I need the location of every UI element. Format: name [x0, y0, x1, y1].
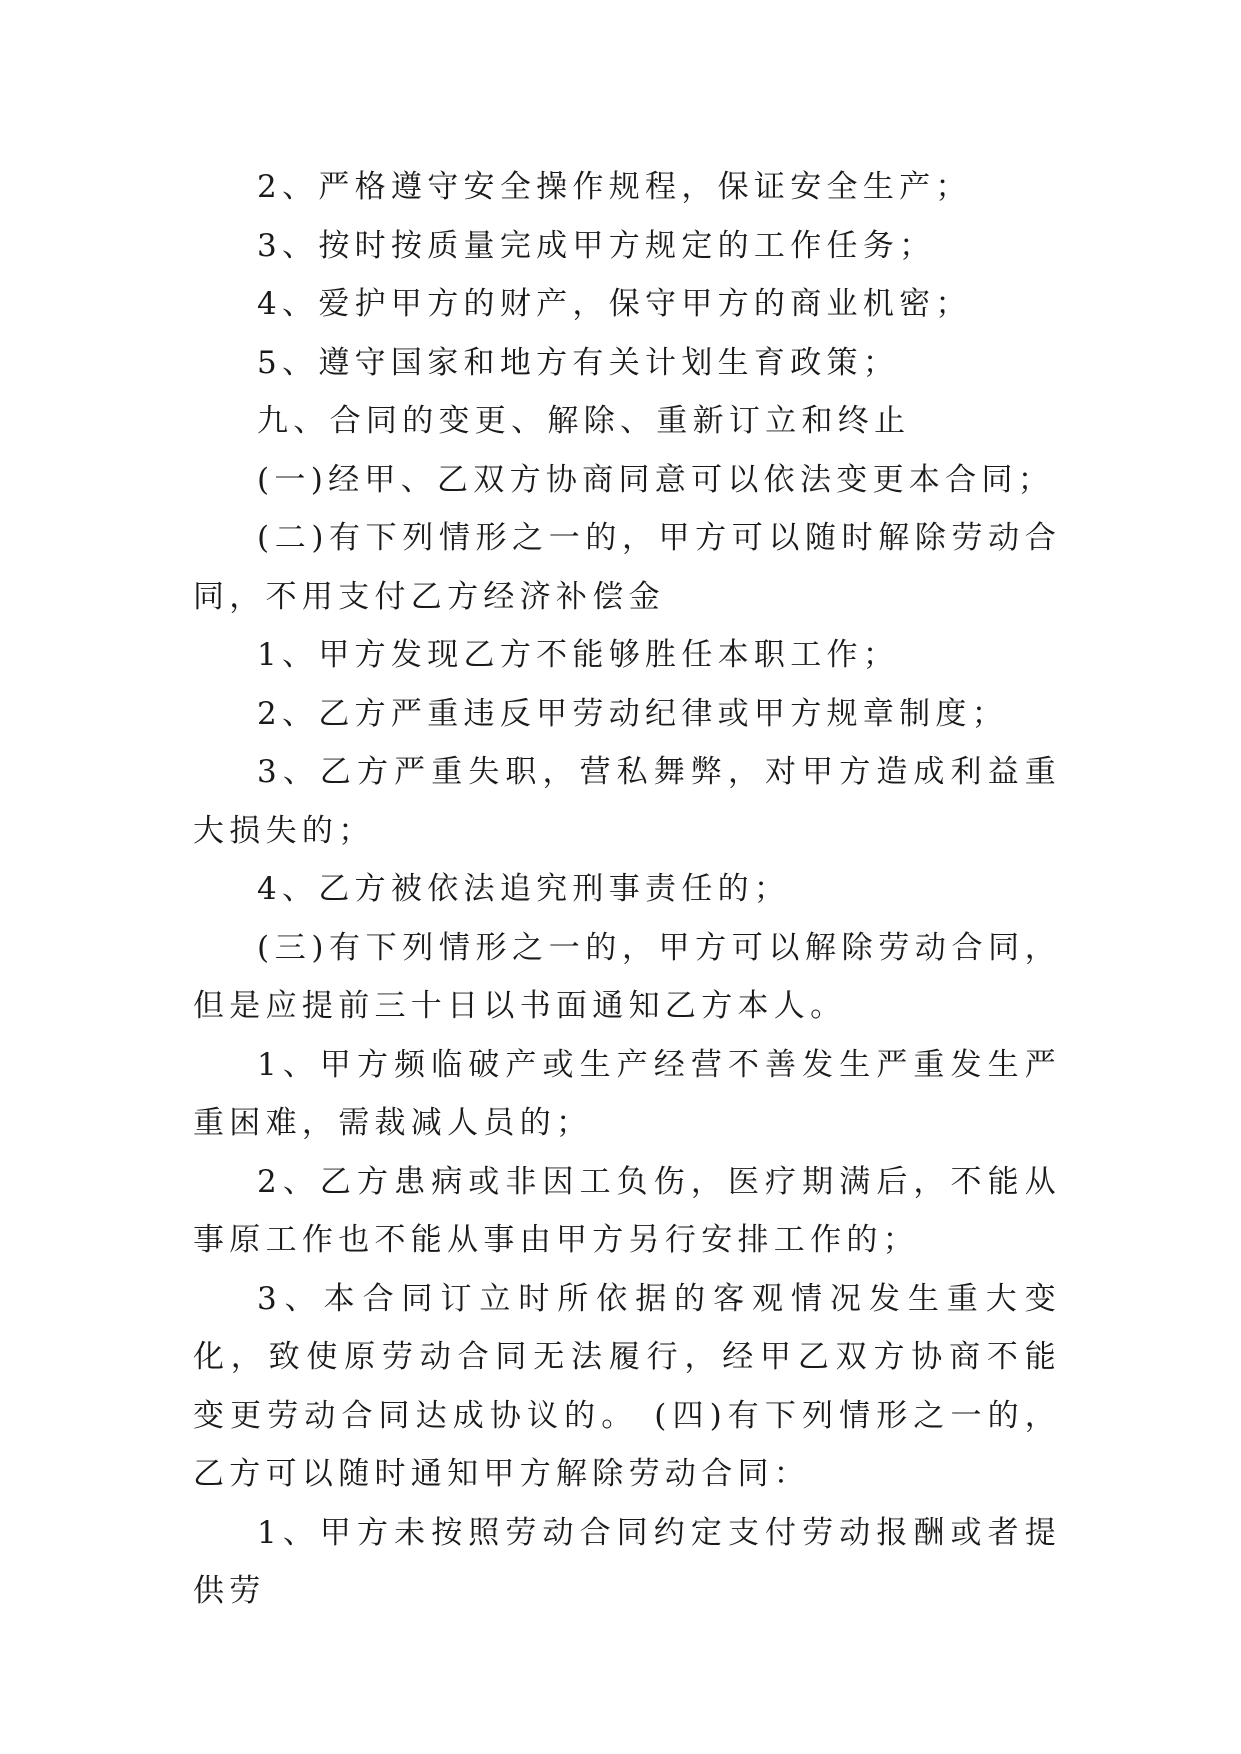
paragraph-item-3: 3、按时按质量完成甲方规定的工作任务； [257, 227, 936, 264]
section-heading-9: 九、合同的变更、解除、重新订立和终止 [257, 403, 911, 439]
clause-2: (二)有下列情形之一的，甲方可以随时解除劳动合同，不用支付乙方经济补偿金 [193, 520, 1061, 615]
clause-2-item-1: 1、甲方发现乙方不能够胜任本职工作； [257, 637, 900, 673]
clause-2-item-4: 4、乙方被依法追究刑事责任的； [257, 871, 791, 907]
clause-4-item-1: 1、甲方未按照劳动合同约定支付劳动报酬或者提供劳 [193, 1514, 1061, 1609]
paragraph-item-5: 5、遵守国家和地方有关计划生育政策； [257, 344, 900, 381]
document-body [193, 158, 1061, 1621]
clause-3-item-3: 3、本合同订立时所依据的客观情况发生重大变化，致使原劳动合同无法履行，经甲乙双方协商不能变更劳动合同达成协议的。 (四)有下列情形之一的，乙方可以随时通知甲方解除劳动合同： [193, 1280, 1061, 1492]
paragraph-item-2: 2、严格遵守安全操作规程，保证安全生产； [257, 169, 972, 205]
clause-2-item-3: 3、乙方严重失职，营私舞弊，对甲方造成利益重大损失的； [193, 754, 1061, 849]
paragraph-item-4: 4、爱护甲方的财产，保守甲方的商业机密； [257, 286, 972, 322]
clause-2-item-2: 2、乙方严重违反甲劳动纪律或甲方规章制度； [257, 695, 1009, 732]
clause-3: (三)有下列情形之一的，甲方可以解除劳动合同，但是应提前三十日以书面通知乙方本人。 [193, 929, 1061, 1024]
clause-3-item-1: 1、甲方频临破产或生产经营不善发生严重发生严重困难，需裁减人员的； [193, 1046, 1061, 1141]
clause-1: (一)经甲、乙双方协商同意可以依法变更本合同； [257, 461, 1055, 498]
clause-3-item-2: 2、乙方患病或非因工负伤，医疗期满后，不能从事原工作也不能从事由甲方另行安排工作的； [193, 1163, 1061, 1258]
